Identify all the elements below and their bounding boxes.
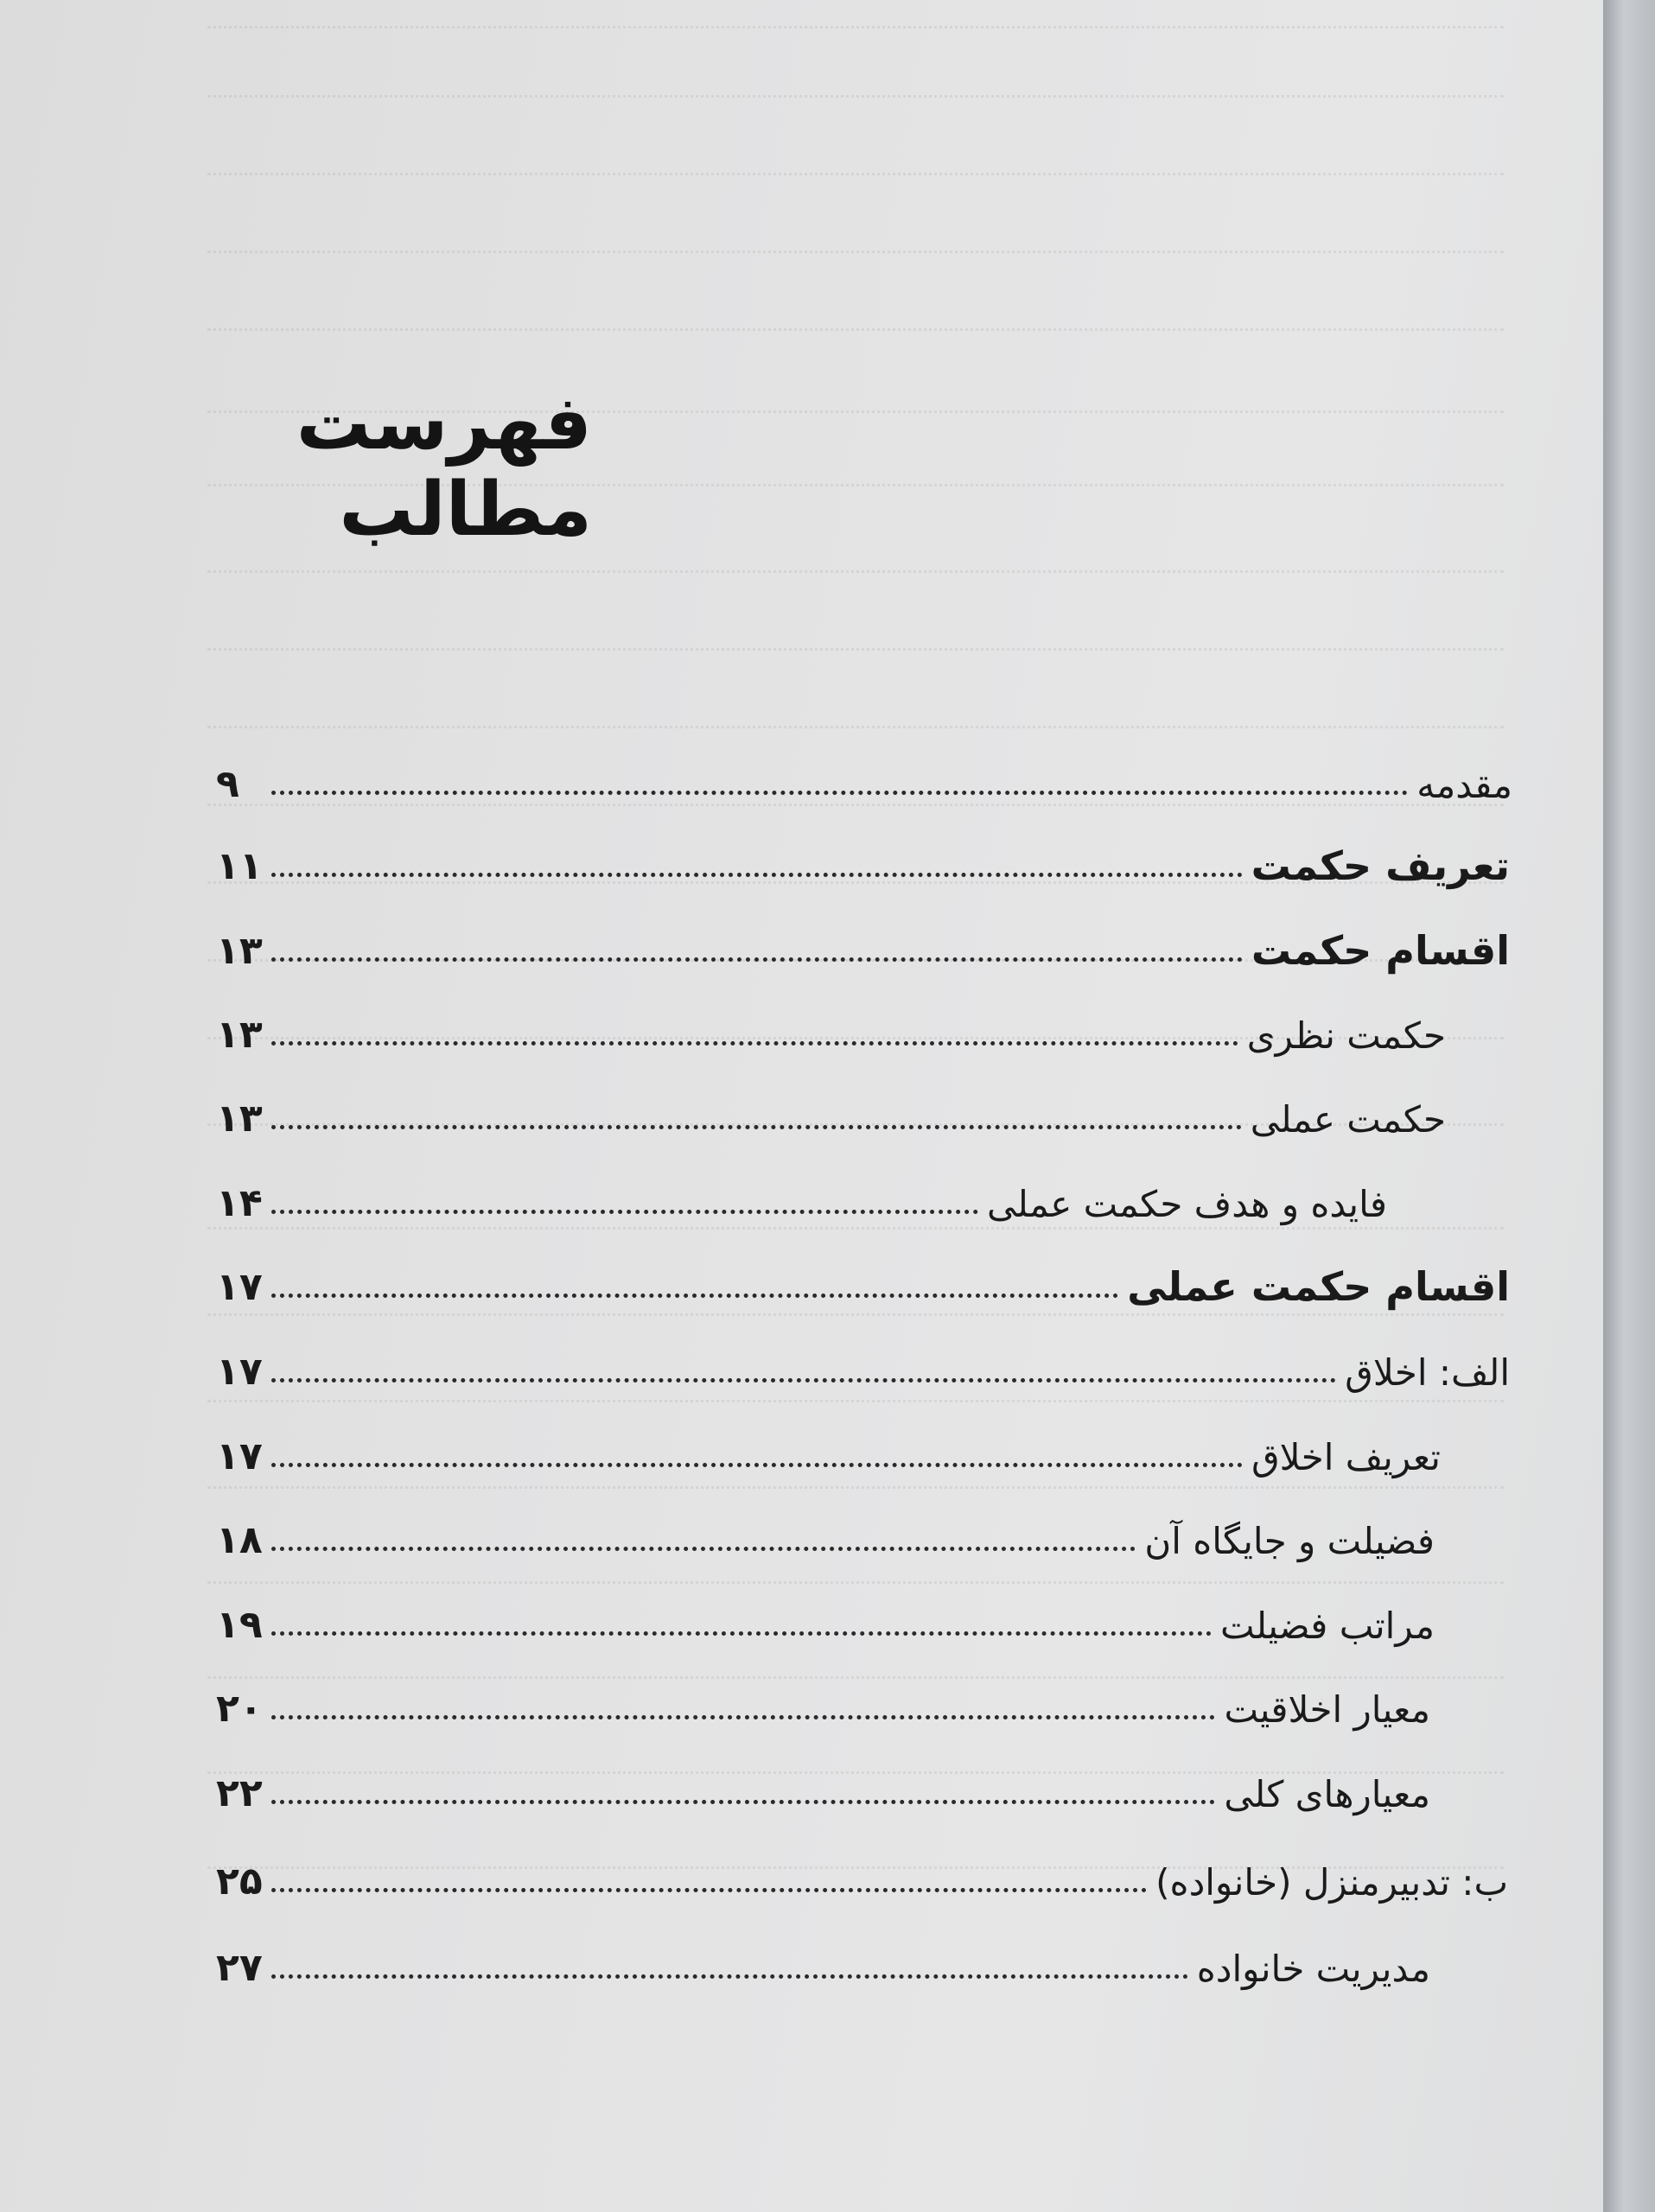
toc-entry-label: تعریف اخلاق — [1251, 1436, 1441, 1478]
toc-entry-label: معیار اخلاقیت — [1224, 1688, 1430, 1731]
toc-page-number: ۱۹ — [216, 1603, 263, 1647]
toc-entry[interactable] — [216, 1069, 1446, 1141]
toc-entry[interactable] — [216, 1832, 1508, 1904]
toc-entry[interactable] — [216, 1918, 1430, 1990]
page-edge-shadow — [1603, 0, 1655, 2212]
toc-entry[interactable] — [216, 1237, 1510, 1310]
toc-entry-label: فضیلت و جایگاه آن — [1144, 1520, 1435, 1562]
toc-entry-label: الف: اخلاق — [1345, 1351, 1510, 1394]
toc-entry[interactable] — [216, 1407, 1441, 1476]
dot-leader — [271, 1974, 1188, 1979]
toc-page-number: ۱۸ — [216, 1518, 263, 1562]
toc-entry-label: مراتب فضیلت — [1220, 1605, 1435, 1647]
toc-entry[interactable] — [216, 1659, 1430, 1731]
toc-entry[interactable] — [216, 1322, 1510, 1394]
toc-page-number: ۱۱ — [216, 844, 263, 888]
dot-leader — [271, 1631, 1212, 1636]
dot-leader — [271, 1294, 1118, 1298]
dot-leader — [271, 1125, 1242, 1129]
toc-entry-label: مدیریت خانواده — [1196, 1948, 1430, 1990]
toc-entry[interactable] — [216, 1154, 1387, 1223]
dot-leader — [271, 1888, 1147, 1892]
toc-entry[interactable] — [216, 901, 1510, 974]
toc-entry-label: حکمت نظری — [1246, 1014, 1446, 1057]
toc-entry[interactable] — [216, 985, 1446, 1057]
toc-page-number: ۱۴ — [216, 1181, 263, 1225]
toc-page-number: ۱۷ — [216, 1434, 263, 1478]
toc-entry-label: مقدمه — [1416, 764, 1512, 806]
toc-page-number: ۲۲ — [216, 1771, 263, 1815]
page-title: فهرست مطالب — [296, 380, 592, 553]
dot-leader — [271, 1463, 1243, 1467]
dot-leader — [271, 1547, 1136, 1551]
toc-page-number: ۱۷ — [216, 1350, 263, 1394]
toc-page-number: ۲۵ — [216, 1859, 263, 1904]
toc-entry-label: تعریف حکمت — [1251, 842, 1510, 889]
dot-leader — [271, 1378, 1336, 1382]
dot-leader — [271, 957, 1243, 962]
toc-page-number: ۲۷ — [216, 1946, 263, 1990]
toc-page-number: ۲۰ — [216, 1687, 263, 1731]
dot-leader — [271, 1800, 1215, 1804]
toc-page-number: ۱۷ — [216, 1265, 263, 1309]
dot-leader — [271, 1715, 1215, 1719]
dot-leader — [271, 1041, 1238, 1046]
toc-page-number: ۹ — [216, 762, 239, 806]
toc-entry[interactable] — [216, 1575, 1435, 1647]
toc-page-number: ۱۳ — [216, 1013, 263, 1057]
dot-leader — [271, 791, 1408, 795]
toc-page-number: ۱۳ — [216, 929, 263, 973]
dot-leader — [271, 1210, 978, 1214]
toc-entry-label: حکمت عملی — [1250, 1098, 1446, 1141]
toc-entry[interactable] — [216, 1491, 1435, 1560]
toc-entry-label: معیارهای کلی — [1224, 1773, 1430, 1815]
toc-entry-label: اقسام حکمت — [1251, 927, 1510, 974]
toc-page-number: ۱۳ — [216, 1096, 263, 1141]
toc-entry[interactable] — [216, 817, 1510, 889]
toc-entry[interactable] — [216, 734, 1512, 804]
toc-entry[interactable] — [216, 1744, 1430, 1813]
toc-entry-label: ب: تدبیرمنزل (خانواده) — [1155, 1861, 1508, 1904]
toc-entry-label: فایده و هدف حکمت عملی — [987, 1183, 1387, 1225]
toc-entry-label: اقسام حکمت عملی — [1127, 1263, 1510, 1310]
dot-leader — [271, 873, 1243, 877]
